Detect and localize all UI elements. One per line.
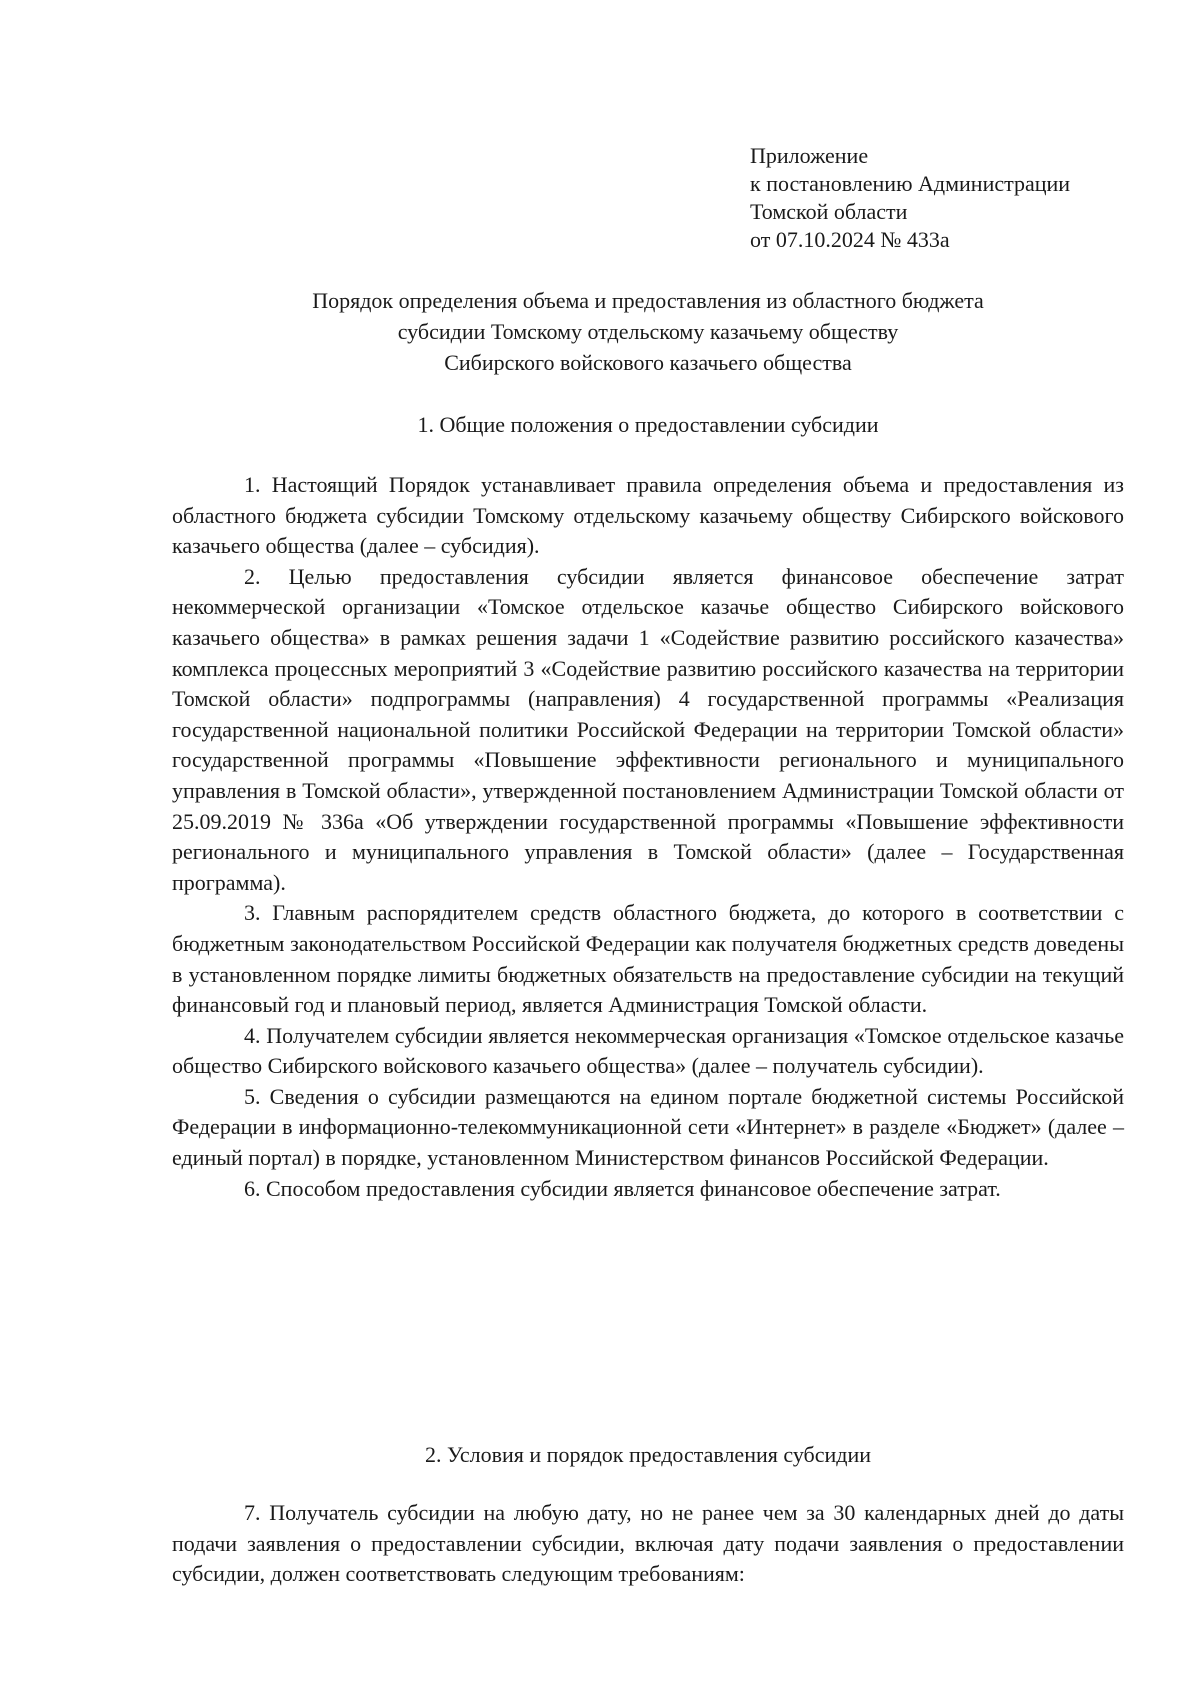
appendix-line: Томской области [750,199,908,224]
section-2-heading: 2. Условия и порядок предоставления субсидии [424,1442,872,1467]
appendix-line: к постановлению Администрации [750,171,1071,196]
section-1-heading: 1. Общие положения о предоставлении субсидии [417,412,879,437]
title-line: субсидии Томскому отдельскому казачьему обществу [397,319,899,344]
paragraph: 7. Получатель субсидии на любую дату, но не ранее чем за 30 календарных дней до даты подачи заявления о предоставлении субсидии, включая дату подачи заявления о предоставлении субсидии, должен соответствовать следующим требованиям: [172,1500,1124,1587]
section-2-body [172,1498,1124,1590]
paragraph: 4. Получателем субсидии является некоммерческая организация «Томское отдельское казачье общество Сибирского войскового казачьего общества» (далее – получатель субсидии). [172,1022,1124,1079]
title-line: Порядок определения объема и предоставления из областного бюджета [312,288,984,313]
paragraph: 6. Способом предоставления субсидии является финансовое обеспечение затрат. [244,1175,1001,1201]
paragraph: 2. Целью предоставления субсидии является финансовое обеспечение затрат некоммерческой организации «Томское отдельское казачье общество Сибирского войскового казачьего общества» в рамках решения задачи 1 «Содействие развитию российского казачества» комплекса процессных мероприятий 3 «Содействие развитию российского казачества на территории Томской области» подпрограммы (направления) 4 государственной программы «Реализация государственной национальной политики Российской Федерации на территории Томской области» государственной программы «Повышение эффективности регионального и муниципального управления в Томской области», утвержденной постановлением Администрации Томской области от 25.09.2019 № 336а «Об утверждении государственной программы «Повышение эффективности регионального и муниципального управления в Томской области» (далее – Государственная программа). [172,563,1124,895]
title-line: Сибирского войскового казачьего общества [444,350,852,375]
paragraph: 1. Настоящий Порядок устанавливает правила определения объема и предоставления из областного бюджета субсидии Томскому отдельскому казачьему обществу Сибирского войскового казачьего общества (далее – субсидия). [172,472,1124,559]
paragraph: 5. Сведения о субсидии размещаются на едином портале бюджетной системы Российской Федерации в информационно-телекоммуникационной сети «Интернет» в разделе «Бюджет» (далее – единый портал) в порядке, установленном Министерством финансов Российской Федерации. [172,1083,1124,1171]
section-1-body [172,470,1124,1204]
appendix-line: Приложение [750,143,869,168]
appendix-block [750,142,1170,254]
document-title [172,285,1124,378]
appendix-line: от 07.10.2024 № 433а [750,227,950,252]
paragraph: 3. Главным распорядителем средств областного бюджета, до которого в соответствии с бюджетным законодательством Российской Федерации как получателя бюджетных средств доведены в установленном порядке лимиты бюджетных обязательств на предоставление субсидии на текущий финансовый год и плановый период, является Администрация Томской области. [172,900,1124,1018]
